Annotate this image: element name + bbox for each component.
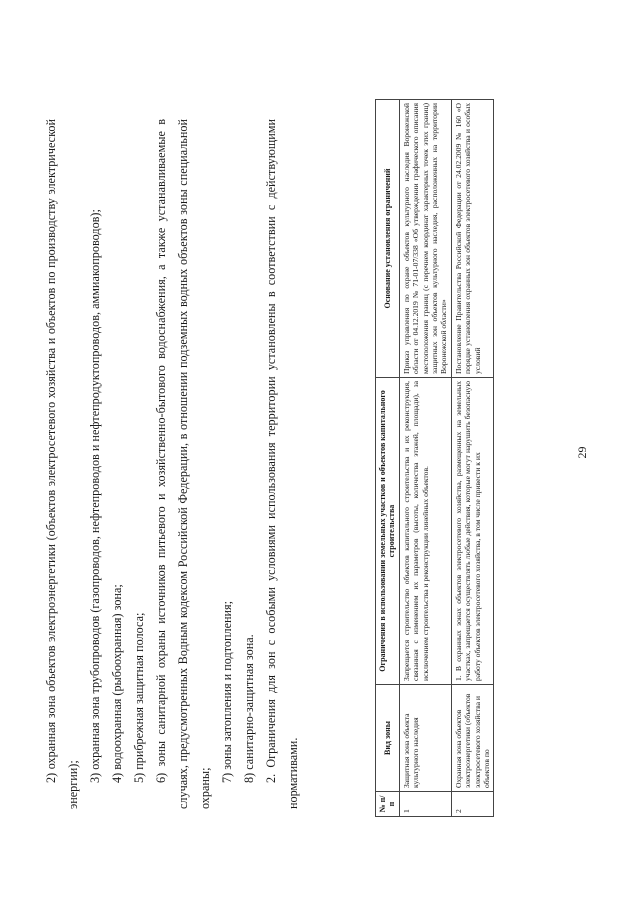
basis-cell: Приказ управления по охране объектов культурного наследия Воронежской области от 04.12.2019 № 71-01-07/338 «Об утверждении графического описания местоположения границ (с перечнем координат характерных точек этих границ) защитных зон объектов культурного наследия, расположенных на территории Воронежской области» (399, 100, 451, 378)
page-number: 29 (575, 446, 589, 459)
zone-type: Охранная зона объектов электроэнергетики (объектов электросетевого хозяйства и объектов по (451, 685, 494, 792)
paragraph: 2. Ограничения для зон с особыми условиями использования территории установлены в соответствии с действующими нормативами. (264, 119, 300, 809)
zone-type: Защитная зона объекта культурного наследия (399, 685, 451, 792)
table-row (451, 100, 494, 817)
paragraph: 3) охранная зона трубопроводов (газопроводов, нефтепроводов и нефтепродуктопроводов, аммиакопроводов); (88, 209, 102, 783)
restrictions-cell: 1. В охранных зонах объектов электросетевого хозяйства, размещенных на земельных участках, запрещается осуществлять любые действия, которые могут нарушить безопасную работу объектов электросетевого хозяйства, в том числе привести к их (451, 378, 494, 685)
paragraph: 8) санитарно-защитная зона. (242, 634, 256, 783)
paragraph: 4) водоохранная (рыбоохранная) зона; (110, 584, 124, 783)
column-header: Ограничения в использовании земельных участков и объектов капитального строительства (376, 378, 400, 685)
row-number: 1 (399, 792, 451, 817)
restrictions-table (375, 99, 494, 817)
document-body (40, 119, 304, 809)
basis-cell: Постановление Правительства Российской Федерации от 24.02.2009 № 160 «О порядке установления охранных зон объектов электросетевого хозяйства и особых условий (451, 100, 494, 378)
column-header: Вид зоны (376, 685, 400, 792)
table-row (399, 100, 451, 817)
column-header: Основание установления ограничений (376, 100, 400, 378)
table-header-row (376, 100, 400, 817)
paragraph: 5) прибрежная защитная полоса; (132, 612, 146, 783)
paragraph: 6) зоны санитарной охраны источников питьевого и хозяйственно-бытового водоснабжения, а также устанавливаемые в случаях, предусмотренных Водным кодексом Российской Федерации, в отношении подземных водных объектов зоны специальной охраны; (154, 119, 212, 809)
paragraph: 7) зоны затопления и подтопления; (220, 600, 234, 783)
restrictions-cell: Запрещается строительство объектов капитального строительства и их реконструкция, связанная с изменением их параметров (высоты, количества этажей, площади), за исключением строительства и реконструкции линейных объектов. (399, 378, 451, 685)
paragraph: 2) охранная зона объектов электроэнергетики (объектов электросетевого хозяйства и объектов по производству электрической энергии); (44, 119, 80, 809)
column-header: № п/п (376, 792, 400, 817)
row-number: 2 (451, 792, 494, 817)
